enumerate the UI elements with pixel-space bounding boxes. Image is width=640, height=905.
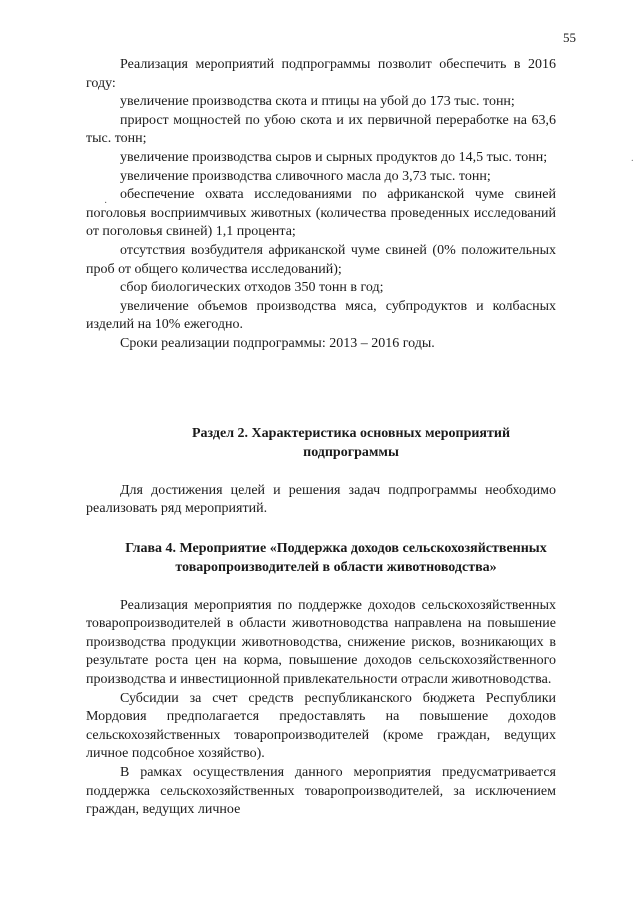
- left-margin-dot: ·: [104, 198, 108, 209]
- intro-paragraph: Реализация мероприятий подпрограммы позволит обеспечить в 2016 году:: [86, 57, 556, 91]
- intro-list-item: сбор биологических отходов 350 тонн в год;: [120, 280, 384, 296]
- chapter-paragraph: Реализация мероприятия по поддержке доходов сельскохозяйственных товаропроизводителей в области животноводства направлена на повышение производства продукции животноводства, снижение рисков, возникающих в результате роста цен на корма, повышение доходов сельскохозяйственного производства и инвестиционной привлекательности отрасли животноводства.: [86, 597, 556, 688]
- page-number: 55: [563, 30, 576, 45]
- document-body: [86, 56, 556, 820]
- intro-list-item: обеспечение охвата исследованиями по африканской чуме свиней поголовья восприимчивых животных (количества проведенных исследований от поголовья свиней) 1,1 процента;: [86, 187, 556, 240]
- section-heading: Раздел 2. Характеристика основных мероприятий подпрограммы: [191, 425, 511, 460]
- section-paragraph: Для достижения целей и решения задач подпрограммы необходимо реализовать ряд мероприятий.: [86, 482, 556, 517]
- implementation-period: Сроки реализации подпрограммы: 2013 – 2016 годы.: [120, 335, 435, 351]
- spacer: [86, 462, 556, 482]
- intro-list-item: прирост мощностей по убою скота и их первичной переработке на 63,6 тыс. тонн;: [86, 112, 556, 147]
- intro-list-item: увеличение производства сыров и сырных продуктов до 14,5 тыс. тонн;: [120, 149, 548, 165]
- spacer: [86, 577, 556, 597]
- intro-list-item: увеличение производства сливочного масла до 3,73 тыс. тонн;: [120, 168, 491, 184]
- intro-list-item: увеличение производства скота и птицы на убой до 173 тыс. тонн;: [120, 94, 515, 110]
- intro-list-item: отсутствия возбудителя африканской чуме свиней (0% положительных проб от общего количества исследований);: [86, 242, 556, 277]
- intro-list-item: увеличение объемов производства мяса, субпродуктов и колбасных изделий на 10% ежегодно.: [86, 298, 556, 333]
- chapter-paragraph: В рамках осуществления данного мероприятия предусматривается поддержка сельскохозяйственных товаропроизводителей, за исключением граждан, ведущих личное: [86, 765, 556, 818]
- spacer: [86, 354, 556, 424]
- chapter-paragraph: Субсидии за счет средств республиканского бюджета Республики Мордовия предполагается предоставлять на повышение доходов сельскохозяйственных товаропроизводителей (кроме граждан, ведущих личное подсобное хозяйство).: [86, 690, 556, 762]
- margin-mark: ·: [630, 156, 634, 167]
- chapter-heading: Глава 4. Мероприятие «Поддержка доходов сельскохозяйственных товаропроизводителей в области животноводства»: [125, 540, 547, 575]
- spacer: [86, 519, 556, 539]
